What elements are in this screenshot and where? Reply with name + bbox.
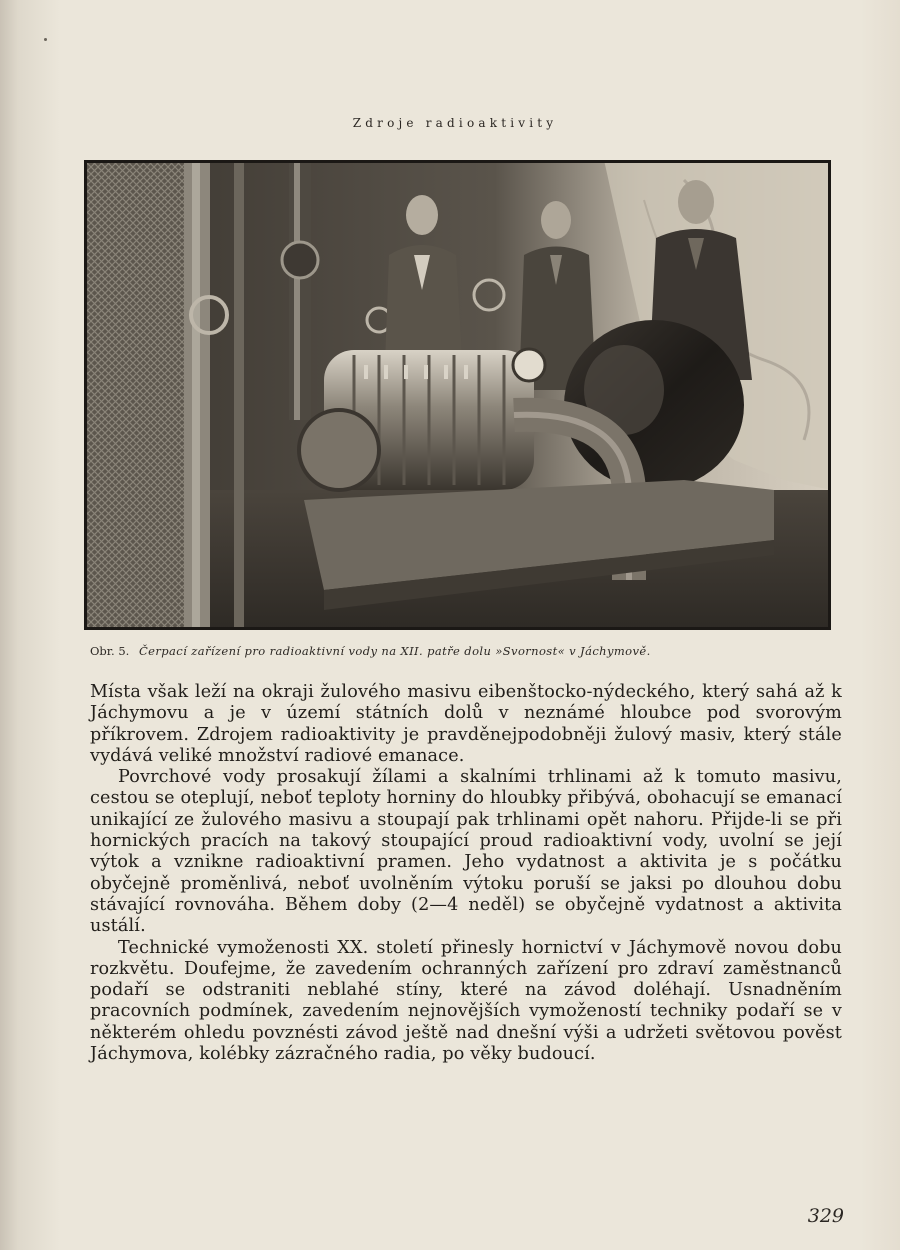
running-head: Zdroje radioaktivity xyxy=(352,116,558,130)
body-text xyxy=(90,682,842,1065)
figure-caption xyxy=(90,644,850,658)
paragraph-2: Povrchové vody prosakují žílami a skalními trhlinami až k tomuto masivu, cestou se oteplují, neboť teploty horniny do hloubky přibývá, obohacují se emanací unikající ze žulového masivu a stoupají pak trhlinami opět nahoru. Přijde-li se při hornických pracích na takový stoupající proud radioaktivní vody, uvolní se její výtok a vznikne radioaktivní pramen. Jeho vydatnost a aktivita je s počátku obyčejně proměnlivá, neboť uvolněním výtoku poruší se jaksi po dlouhou dobu stávající rovnováha. Během doby (2—4 neděl) se obyčejně vydatnost a aktivita ustálí. xyxy=(90,767,842,937)
margin-speck xyxy=(44,38,47,41)
paragraph-1: Místa však leží na okraji žulového masivu eibenštocko-nýdeckého, který sahá až k Jáchymovu a je v území státních dolů v neznámé hloubce pod svorovým příkrovem. Zdrojem radioaktivity je pravděnejpodobněji žulový masiv, který stále vydává veliké množství radiové emanace. xyxy=(90,682,842,766)
figure-label: Obr. 5. xyxy=(90,644,130,658)
figure-photograph xyxy=(84,160,831,630)
figure-caption-text: Čerpací zařízení pro radioaktivní vody na XII. patře dolu »Svornost« v Jáchymově. xyxy=(138,644,651,658)
page-number: 329 xyxy=(807,1205,844,1227)
paragraph-3: Technické vymoženosti XX. století přinesly hornictví v Jáchymově novou dobu rozkvětu. Doufejme, že zavedením ochranných zařízení pro zdraví zaměstnanců podaří se odstraniti neblahé stíny, které na závod doléhají. Usnadněním pracovních podmínek, zavedením nejnovějších vymožeností techniky podaří se v některém ohledu povznésti závod ještě nad dnešní výši a udržeti světovou pověst Jáchymova, kolébky zázračného radia, po věky budoucí. xyxy=(90,937,842,1065)
pump-room-photo xyxy=(84,160,831,630)
